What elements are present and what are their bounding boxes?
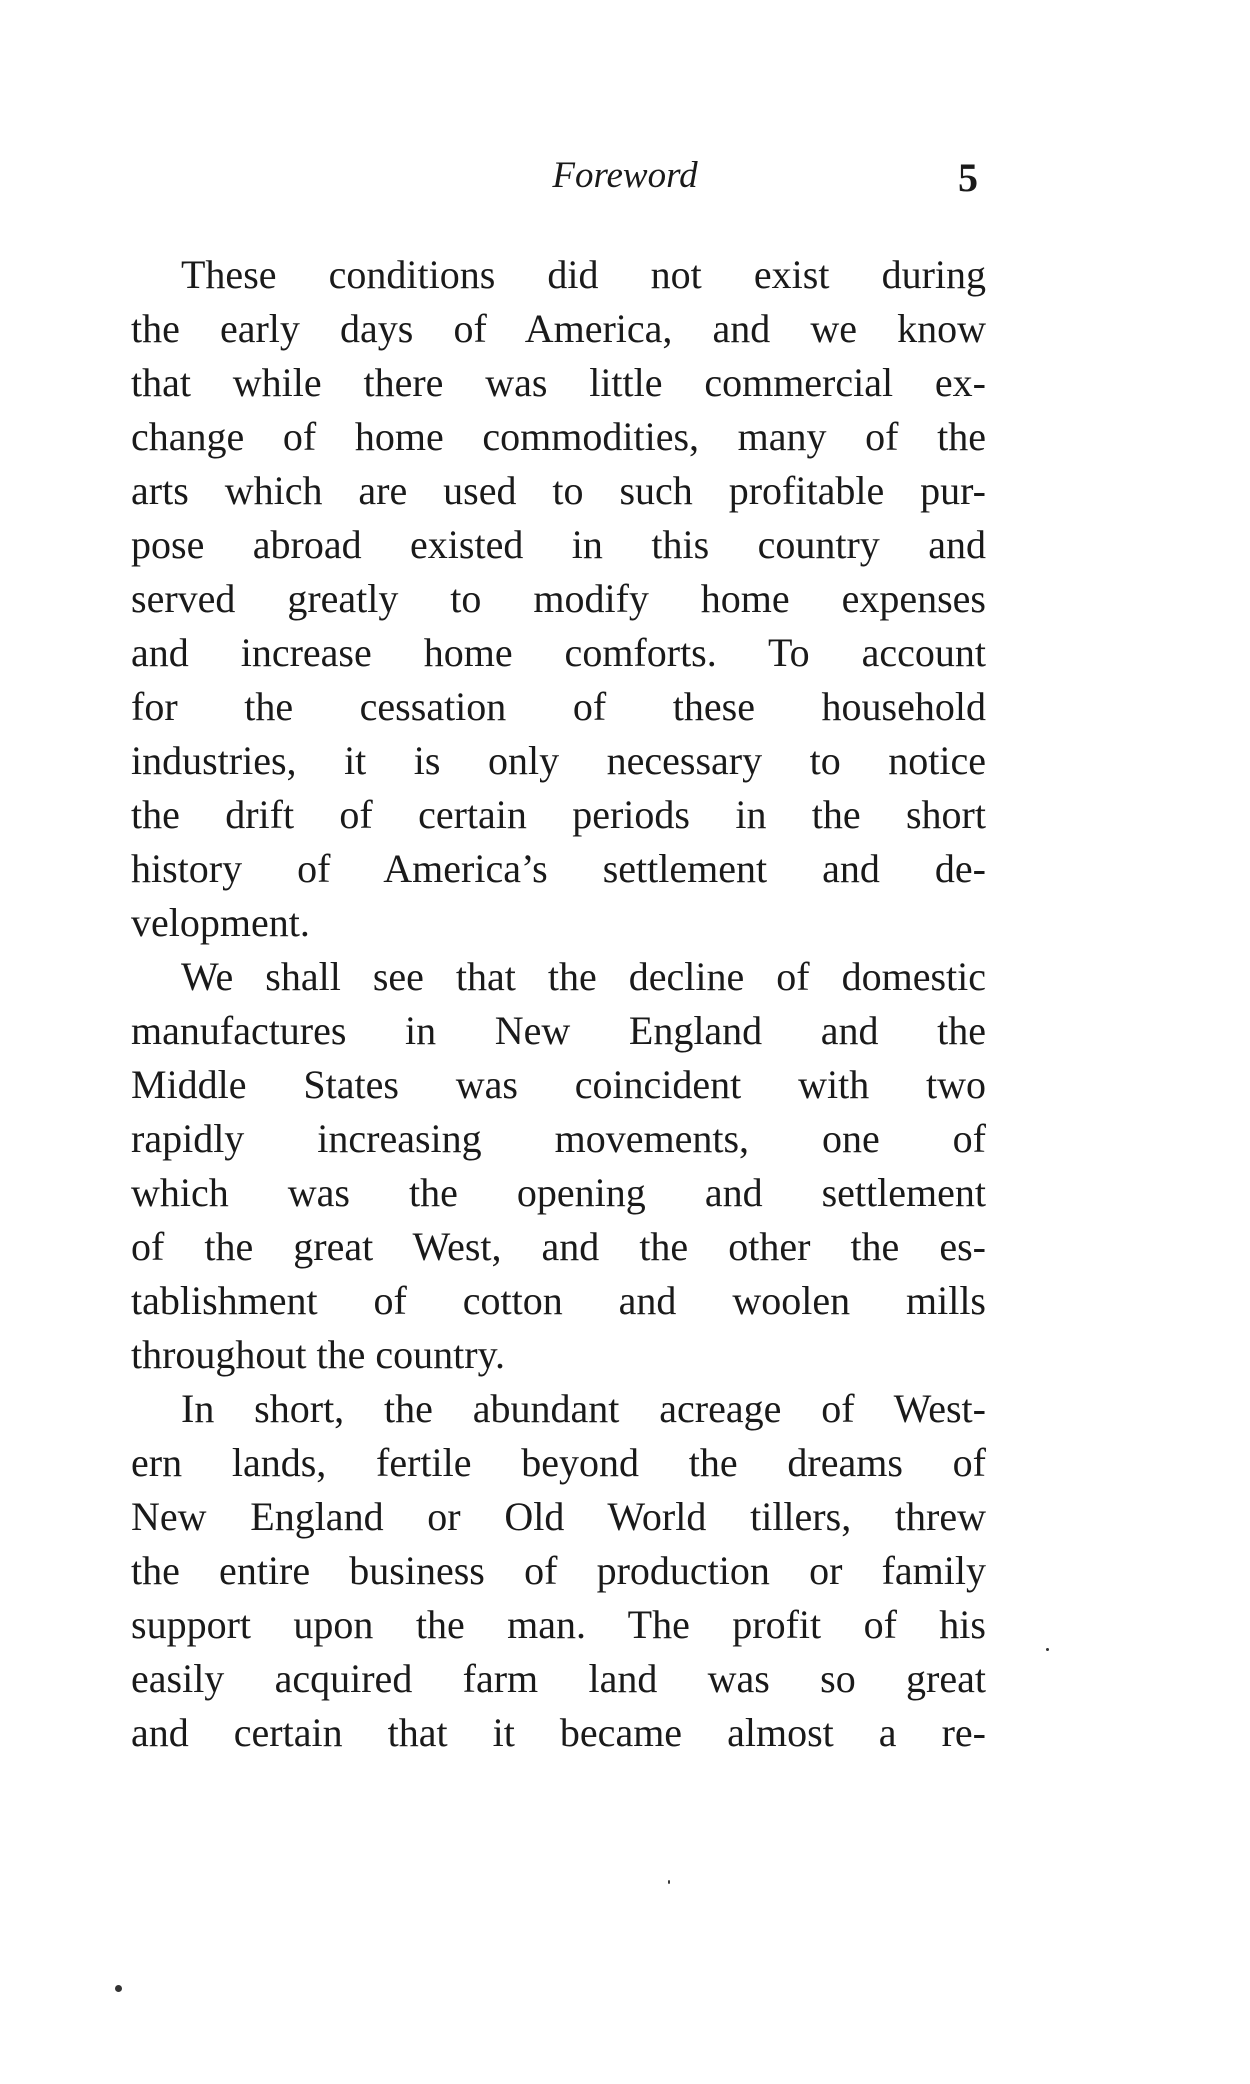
paragraph	[131, 950, 986, 1382]
running-head-title: Foreword	[552, 155, 698, 196]
paragraph	[131, 1382, 986, 1760]
print-speck	[1046, 1648, 1049, 1651]
text-line: and certain that it became almost a re-	[131, 1710, 986, 1755]
text-line: rapidly increasing movements, one of	[131, 1116, 986, 1161]
text-line: history of America’s settlement and de-	[131, 846, 986, 891]
text-line: throughout the country.	[131, 1332, 506, 1377]
text-line: In short, the abundant acreage of West-	[181, 1386, 986, 1431]
text-line: Middle States was coincident with two	[131, 1062, 986, 1107]
text-line: We shall see that the decline of domestic	[181, 954, 986, 999]
text-line: tablishment of cotton and woolen mills	[131, 1278, 986, 1323]
text-line: support upon the man. The profit of his	[131, 1602, 986, 1647]
text-line: the early days of America, and we know	[131, 306, 986, 351]
paragraph	[131, 248, 986, 950]
print-speck	[115, 1985, 122, 1992]
text-line: easily acquired farm land was so great	[131, 1656, 986, 1701]
text-line: which was the opening and settlement	[131, 1170, 986, 1215]
text-line: the entire business of production or family	[131, 1548, 986, 1593]
text-line: These conditions did not exist during	[181, 252, 986, 297]
text-line: ern lands, fertile beyond the dreams of	[131, 1440, 986, 1485]
text-line: the drift of certain periods in the short	[131, 792, 986, 837]
body-text	[131, 248, 986, 1760]
text-line: pose abroad existed in this country and	[131, 522, 986, 567]
text-line: and increase home comforts. To account	[131, 630, 986, 675]
text-line: of the great West, and the other the es-	[131, 1224, 986, 1269]
text-line: that while there was little commercial ex-	[131, 360, 986, 405]
text-line: New England or Old World tillers, threw	[131, 1494, 986, 1539]
text-line: velopment.	[131, 900, 310, 945]
text-line: manufactures in New England and the	[131, 1008, 986, 1053]
print-speck	[668, 1880, 670, 1884]
text-line: change of home commodities, many of the	[131, 414, 986, 459]
text-line: arts which are used to such profitable pur-	[131, 468, 986, 513]
text-line: industries, it is only necessary to notice	[131, 738, 986, 783]
text-line: served greatly to modify home expenses	[131, 576, 986, 621]
text-line: for the cessation of these household	[131, 684, 986, 729]
page-number: 5	[958, 155, 978, 200]
